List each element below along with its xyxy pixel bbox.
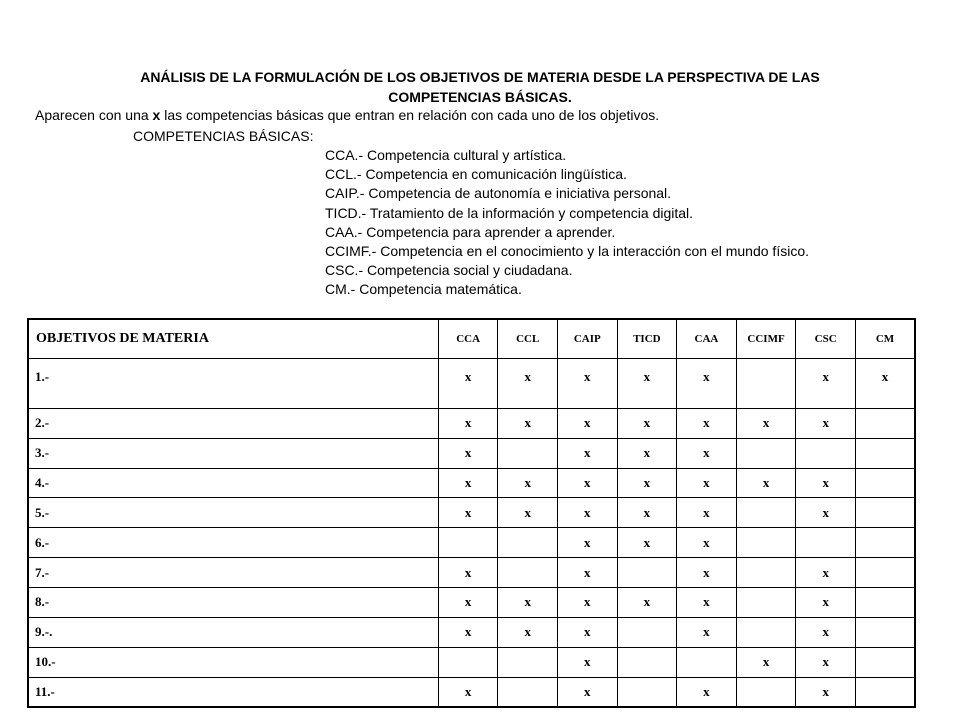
cell-caip: x	[557, 468, 617, 498]
header-caa: CAA	[677, 319, 737, 358]
legend-item-ccl: CCL.- Competencia en comunicación lingüística.	[325, 166, 627, 183]
cell-ccl: x	[498, 498, 558, 528]
cell-ccl: x	[498, 408, 558, 438]
cell-cm	[855, 587, 915, 617]
cell-csc: x	[796, 647, 856, 677]
objetivo-label: 4.-	[28, 468, 438, 498]
table-row	[28, 438, 915, 468]
cell-caa	[677, 647, 737, 677]
cell-cm	[855, 677, 915, 707]
table-body	[28, 358, 915, 707]
cell-ticd: x	[617, 358, 677, 408]
cell-cca: x	[438, 617, 498, 647]
cell-csc: x	[796, 617, 856, 647]
objetivo-label: 6.-	[28, 528, 438, 558]
cell-ticd	[617, 617, 677, 647]
cell-ccimf	[736, 498, 796, 528]
legend-item-cm: CM.- Competencia matemática.	[325, 281, 522, 298]
cell-caa: x	[677, 528, 737, 558]
cell-ticd	[617, 677, 677, 707]
objetivo-label: 10.-	[28, 647, 438, 677]
cell-ccl	[498, 438, 558, 468]
objetivo-label: 7.-	[28, 558, 438, 588]
intro-after: las competencias básicas que entran en relación con cada uno de los objetivos.	[160, 107, 660, 123]
cell-ccl	[498, 677, 558, 707]
objetivos-table	[27, 318, 916, 708]
table-row	[28, 558, 915, 588]
cell-ccl	[498, 528, 558, 558]
cell-csc: x	[796, 677, 856, 707]
objetivo-label: 2.-	[28, 408, 438, 438]
objetivo-label: 3.-	[28, 438, 438, 468]
table-row	[28, 468, 915, 498]
cell-cca: x	[438, 408, 498, 438]
cell-cca: x	[438, 438, 498, 468]
cell-caa: x	[677, 468, 737, 498]
header-cm: CM	[855, 319, 915, 358]
cell-cca: x	[438, 498, 498, 528]
cell-ccl	[498, 558, 558, 588]
cell-cca: x	[438, 677, 498, 707]
table-row	[28, 587, 915, 617]
cell-caa: x	[677, 498, 737, 528]
legend-item-csc: CSC.- Competencia social y ciudadana.	[325, 262, 573, 279]
cell-cm	[855, 647, 915, 677]
cell-caip: x	[557, 617, 617, 647]
header-ccimf: CCIMF	[736, 319, 796, 358]
cell-caip: x	[557, 438, 617, 468]
cell-ccl: x	[498, 468, 558, 498]
intro-before: Aparecen con una	[35, 107, 153, 123]
competencias-legend	[325, 146, 809, 300]
cell-csc	[796, 528, 856, 558]
cell-ccl: x	[498, 358, 558, 408]
cell-ccimf: x	[736, 468, 796, 498]
cell-ticd: x	[617, 587, 677, 617]
objetivo-label: 9.-.	[28, 617, 438, 647]
header-ccl: CCL	[498, 319, 558, 358]
cell-ccimf	[736, 358, 796, 408]
competencias-title: COMPETENCIAS BÁSICAS:	[133, 128, 314, 144]
table-row	[28, 408, 915, 438]
cell-ccimf	[736, 587, 796, 617]
table-row	[28, 617, 915, 647]
cell-csc: x	[796, 408, 856, 438]
header-ticd: TICD	[617, 319, 677, 358]
cell-csc: x	[796, 468, 856, 498]
cell-caip: x	[557, 408, 617, 438]
objetivo-label: 8.-	[28, 587, 438, 617]
cell-caip: x	[557, 528, 617, 558]
cell-csc: x	[796, 498, 856, 528]
cell-cm: x	[855, 358, 915, 408]
objetivo-label: 1.-	[28, 358, 438, 408]
cell-cca: x	[438, 358, 498, 408]
header-caip: CAIP	[557, 319, 617, 358]
cell-ccimf	[736, 677, 796, 707]
cell-caip: x	[557, 498, 617, 528]
cell-cca: x	[438, 558, 498, 588]
cell-caa: x	[677, 587, 737, 617]
cell-ccl: x	[498, 587, 558, 617]
header-objetivos: OBJETIVOS DE MATERIA	[28, 319, 438, 358]
cell-ticd: x	[617, 498, 677, 528]
cell-caa: x	[677, 358, 737, 408]
cell-cm	[855, 468, 915, 498]
objetivo-label: 11.-	[28, 677, 438, 707]
cell-caip: x	[557, 677, 617, 707]
legend-item-ccimf: CCIMF.- Competencia en el conocimiento y la interacción con el mundo físico.	[325, 243, 809, 260]
legend-item-ticd: TICD.- Tratamiento de la información y competencia digital.	[325, 204, 694, 221]
cell-caip: x	[557, 647, 617, 677]
legend-item-caa: CAA.- Competencia para aprender a aprender.	[325, 223, 616, 240]
table-row	[28, 528, 915, 558]
cell-ticd	[617, 558, 677, 588]
cell-ccl	[498, 647, 558, 677]
cell-ticd: x	[617, 438, 677, 468]
cell-cm	[855, 498, 915, 528]
cell-ccimf	[736, 558, 796, 588]
legend-item-caip: CAIP.- Competencia de autonomía e iniciativa personal.	[325, 185, 672, 202]
table-header-row	[28, 319, 915, 358]
cell-ticd: x	[617, 468, 677, 498]
cell-cca	[438, 647, 498, 677]
cell-cm	[855, 617, 915, 647]
cell-csc	[796, 438, 856, 468]
cell-cca: x	[438, 468, 498, 498]
cell-cm	[855, 438, 915, 468]
table-row	[28, 647, 915, 677]
cell-cca: x	[438, 587, 498, 617]
cell-ccimf	[736, 528, 796, 558]
cell-caa: x	[677, 558, 737, 588]
cell-caip: x	[557, 558, 617, 588]
cell-ticd: x	[617, 408, 677, 438]
table-row	[28, 677, 915, 707]
heading-line-2: COMPETENCIAS BÁSICAS.	[388, 89, 572, 105]
cell-ccimf	[736, 617, 796, 647]
cell-csc: x	[796, 587, 856, 617]
cell-caa: x	[677, 677, 737, 707]
cell-ccimf: x	[736, 647, 796, 677]
cell-cm	[855, 528, 915, 558]
cell-caip: x	[557, 587, 617, 617]
header-csc: CSC	[796, 319, 856, 358]
cell-cm	[855, 558, 915, 588]
cell-ccl: x	[498, 617, 558, 647]
table-row	[28, 358, 915, 408]
cell-ticd: x	[617, 528, 677, 558]
cell-caip: x	[557, 358, 617, 408]
cell-ccimf	[736, 438, 796, 468]
cell-ccimf: x	[736, 408, 796, 438]
cell-cca	[438, 528, 498, 558]
objetivo-label: 5.-	[28, 498, 438, 528]
cell-caa: x	[677, 438, 737, 468]
heading-line-1: ANÁLISIS DE LA FORMULACIÓN DE LOS OBJETIVOS DE MATERIA DESDE LA PERSPECTIVA DE LAS	[140, 69, 820, 85]
cell-ticd	[617, 647, 677, 677]
cell-cm	[855, 408, 915, 438]
header-cca: CCA	[438, 319, 498, 358]
cell-csc: x	[796, 358, 856, 408]
cell-caa: x	[677, 617, 737, 647]
intro-mark: x	[152, 107, 161, 123]
document-heading	[60, 67, 900, 107]
table-row	[28, 498, 915, 528]
intro-text	[35, 106, 659, 124]
cell-caa: x	[677, 408, 737, 438]
cell-csc: x	[796, 558, 856, 588]
legend-item-cca: CCA.- Competencia cultural y artística.	[325, 147, 567, 163]
